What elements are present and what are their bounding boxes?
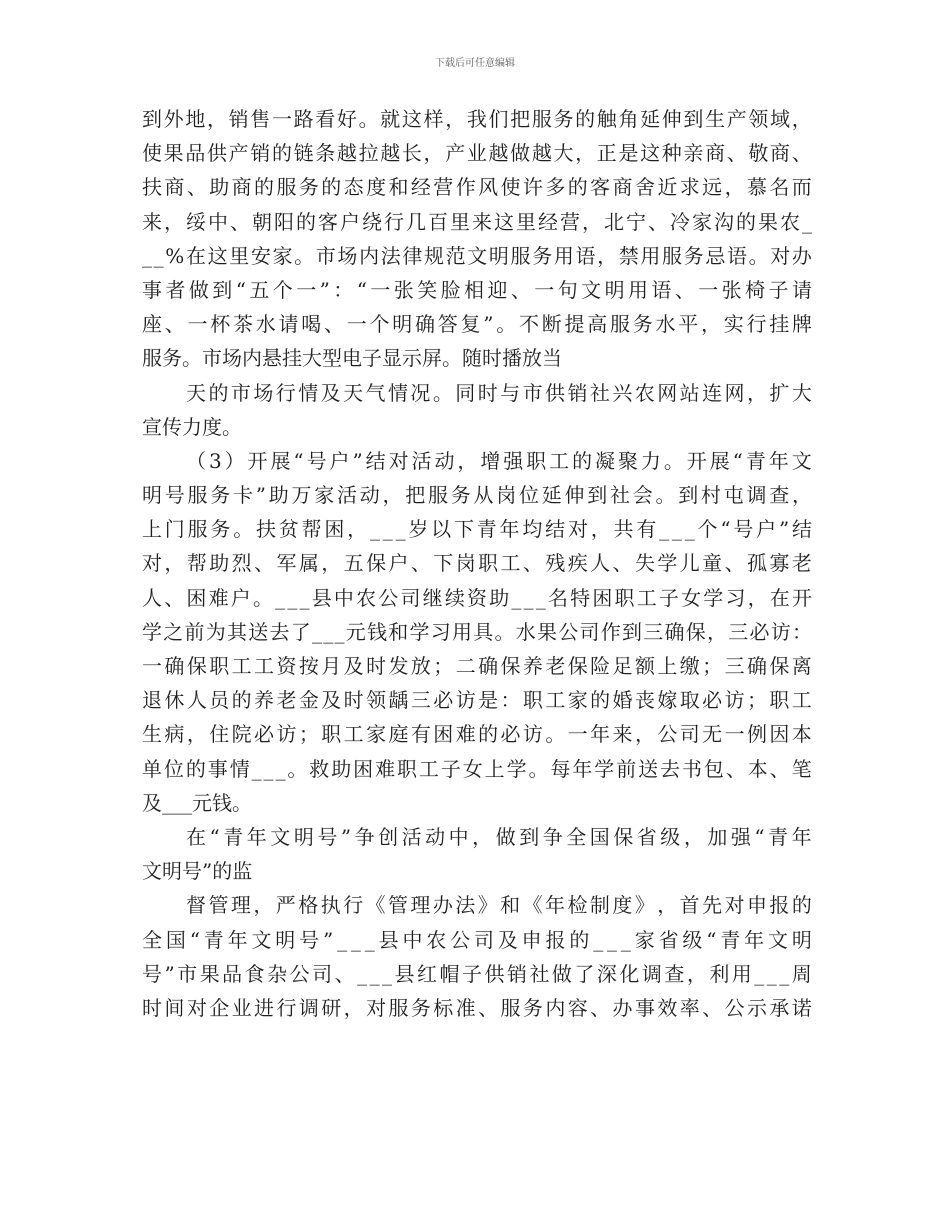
text-line: 事 者 做 到 “ 五 个 一 ” ： “ 一 张 笑 脸 相 迎 、 一 句 文 明 用 语 、 一 张 椅 子 请 <box>142 277 812 302</box>
text-line: 号 ” 市 果 品 食 杂 公 司 、 _ _ _ 县 红 帽 子 供 销 社 做 了 深 化 调 查 ， 利 用 _ _ _ 周 <box>142 961 812 986</box>
text-line: 单 位 的 事 情 _ _ _ 。 救 助 困 难 职 工 子 女 上 学 。 每 年 学 前 送 去 书 包 、 本 、 笔 <box>142 756 812 781</box>
text-line: 服 务 。 市 场 内 悬 挂 大 型 电 子 显 示 屏 。 随 时 播 放 当 <box>142 346 562 371</box>
text-line: 及 _ _ _ 元 钱 。 <box>142 790 252 815</box>
text-line: 上 门 服 务 。 扶 贫 帮 困 ， _ _ _ 岁 以 下 青 年 均 结 对 ， 共 有 _ _ _ 个 “ 号 户 ” 结 <box>142 517 812 542</box>
text-line: 到 外 地 ， 销 售 一 路 看 好 。 就 这 样 ， 我 们 把 服 务 的 触 角 延 伸 到 生 产 领 域 ， <box>142 107 812 131</box>
text-line: 对 ， 帮 助 烈 、 军 属 ， 五 保 户 、 下 岗 职 工 、 残 疾 人 、 失 学 儿 童 、 孤 寡 老 <box>142 551 812 576</box>
text-line: 宣 传 力 度 。 <box>142 414 242 439</box>
text-line: 使 果 品 供 产 销 的 链 条 越 拉 越 长 ， 产 业 越 做 越 大 ， 正 是 这 种 亲 商 、 敬 商 、 <box>142 141 812 166</box>
text-line: 学 之 前 为 其 送 去 了 _ _ _ 元 钱 和 学 习 用 具 。 水 果 公 司 作 到 三 确 保 ， 三 必 访 ： <box>142 619 812 644</box>
text-line: 一 确 保 职 工 工 资 按 月 及 时 发 放 ； 二 确 保 养 老 保 险 足 额 上 缴 ； 三 确 保 离 <box>142 654 812 678</box>
text-line: 退 休 人 员 的 养 老 金 及 时 领 龋 三 必 访 是 ： 职 工 家 的 婚 丧 嫁 取 必 访 ； 职 工 <box>142 688 812 713</box>
text-line: 时 间 对 企 业 进 行 调 研 ， 对 服 务 标 准 、 服 务 内 容 、 办 事 效 率 、 公 示 承 诺 <box>142 995 812 1020</box>
text-line: 文 明 号 ” 的 监 <box>142 859 253 884</box>
text-line: 扶 商 、 助 商 的 服 务 的 态 度 和 经 营 作 风 使 许 多 的 客 商 舍 近 求 远 ， 慕 名 而 <box>142 175 812 200</box>
text-line: _ _ % 在 这 里 安 家 。 市 场 内 法 律 规 范 文 明 服 务 用 语 ， 禁 用 服 务 忌 语 。 对 办 <box>142 243 812 268</box>
text-line: 天 的 市 场 行 情 及 天 气 情 况 。 同 时 与 市 供 销 社 兴 农 网 站 连 网 ， 扩 大 <box>186 380 812 405</box>
text-line: 全 国 “ 青 年 文 明 号 ” _ _ _ 县 中 农 公 司 及 申 报 的 _ _ _ 家 省 级 “ 青 年 文 明 <box>142 927 812 952</box>
text-line: 生 病 ， 住 院 必 访 ； 职 工 家 庭 有 困 难 的 必 访 。 一 年 来 ， 公 司 无 一 例 因 本 <box>142 722 812 747</box>
text-line: 明 号 服 务 卡 ” 助 万 家 活 动 ， 把 服 务 从 岗 位 延 伸 到 社 会 。 到 村 屯 调 查 ， <box>142 483 812 508</box>
page-header-note: 下载后可任意编辑 <box>435 58 515 69</box>
text-line: （ 3 ） 开 展 “ 号 户 ” 结 对 活 动 ， 增 强 职 工 的 凝 聚 力 。 开 展 “ 青 年 文 <box>186 448 812 473</box>
text-line: 座 、 一 杯 茶 水 请 喝 、 一 个 明 确 答 复 ” 。 不 断 提 高 服 务 水 平 ， 实 行 挂 牌 <box>142 312 812 337</box>
text-line: 来 ， 绥 中 、 朝 阳 的 客 户 绕 行 几 百 里 来 这 里 经 营 ， 北 宁 、 冷 家 沟 的 果 农 _ <box>142 209 812 234</box>
document-body <box>142 102 812 1025</box>
text-line: 在 “ 青 年 文 明 号 ” 争 创 活 动 中 ， 做 到 争 全 国 保 省 级 ， 加 强 “ 青 年 <box>186 824 812 849</box>
text-line: 人 、 困 难 户 。 _ _ _ 县 中 农 公 司 继 续 资 助 _ _ _ 名 特 困 职 工 子 女 学 习 ， 在 开 <box>142 585 812 610</box>
text-line: 督 管 理 ， 严 格 执 行 《 管 理 办 法 》 和 《 年 检 制 度 》 ， 首 先 对 申 报 的 <box>186 893 812 918</box>
